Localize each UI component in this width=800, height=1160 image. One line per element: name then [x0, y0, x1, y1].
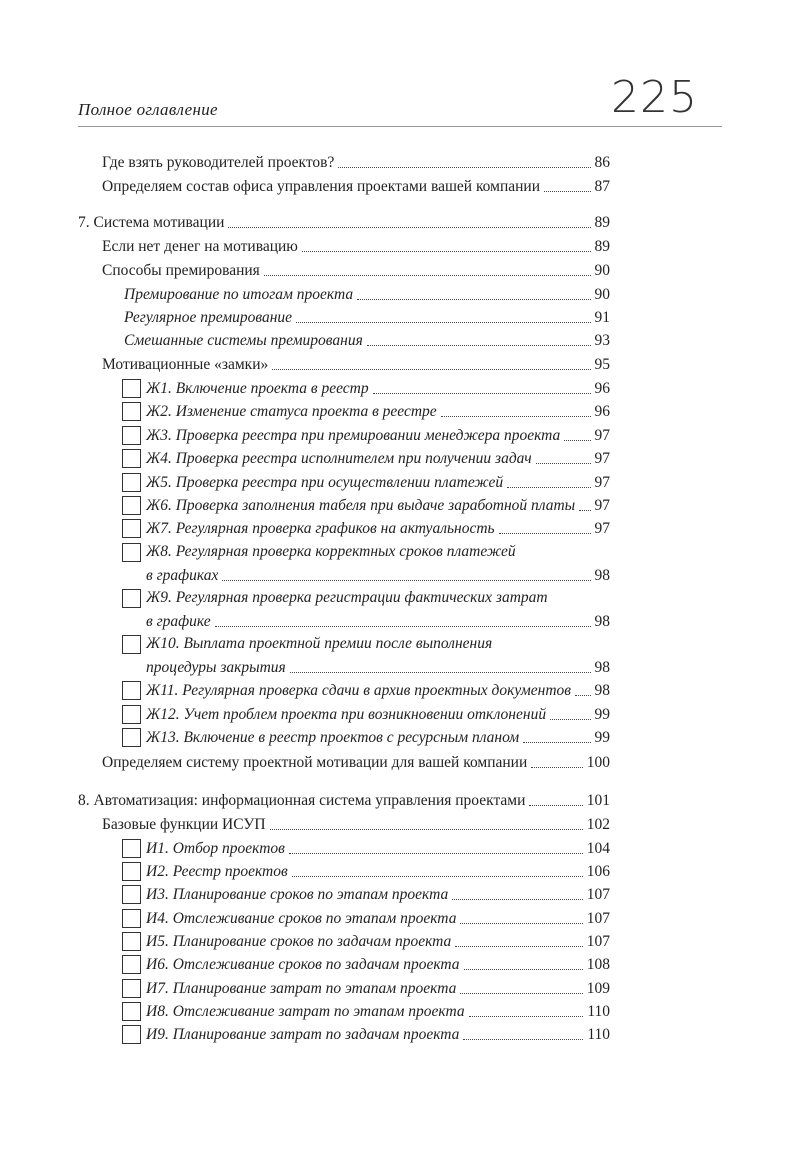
- toc-entry-text: Ж3. Проверка реестра при премировании менеджера проекта: [146, 427, 561, 444]
- toc-entry-text-continued: процедуры закрытия: [146, 659, 286, 676]
- dot-leader: [531, 767, 582, 768]
- dot-leader: [544, 191, 590, 192]
- toc-entry: [124, 328, 610, 351]
- toc-entry: [146, 493, 610, 516]
- dot-leader: [529, 805, 582, 806]
- toc-entry-text: Ж8. Регулярная проверка корректных сроков платежей: [146, 543, 516, 560]
- toc-entry: [146, 836, 610, 859]
- toc-entry: [78, 788, 610, 811]
- toc-entry: [146, 470, 610, 493]
- toc-entry-text-continued: в графике: [146, 613, 211, 630]
- dot-leader: [550, 719, 590, 720]
- dot-leader: [455, 946, 582, 947]
- checkbox-icon: [122, 379, 141, 398]
- checkbox-icon: [122, 681, 141, 700]
- toc-page-number: 91: [594, 309, 610, 326]
- toc-page-number: 98: [594, 613, 610, 630]
- checkbox-icon: [122, 473, 141, 492]
- toc-entry-text: Ж10. Выплата проектной премии после выполнения: [146, 635, 493, 652]
- toc-page-number: 93: [594, 332, 610, 349]
- checkbox-icon: [122, 705, 141, 724]
- toc-entry: [124, 282, 610, 305]
- dot-leader: [499, 533, 591, 534]
- toc-page-number: 110: [587, 1003, 610, 1020]
- dot-leader: [289, 853, 583, 854]
- toc-entry-text: И8. Отслеживание затрат по этапам проекта: [146, 1003, 465, 1020]
- toc-entry-text: Ж6. Проверка заполнения табеля при выдаче заработной платы: [146, 497, 576, 514]
- toc-entry: [146, 952, 610, 975]
- toc-entry-text: И7. Планирование затрат по этапам проекта: [146, 980, 457, 997]
- toc-page-number: 107: [586, 910, 610, 927]
- toc-entry: [102, 150, 610, 173]
- checkbox-icon: [122, 496, 141, 515]
- checkbox-icon: [122, 885, 141, 904]
- dot-leader: [215, 626, 591, 627]
- toc-page-number: 109: [586, 980, 610, 997]
- toc-entry: [146, 563, 610, 586]
- dot-leader: [228, 227, 590, 228]
- checkbox-icon: [122, 543, 141, 562]
- dot-leader: [264, 275, 591, 276]
- toc-page-number: 90: [594, 286, 610, 303]
- toc-entry-text: Ж4. Проверка реестра исполнителем при получении задач: [146, 450, 532, 467]
- toc-entry: [146, 725, 610, 748]
- toc-page-number: 106: [586, 863, 610, 880]
- toc-page-number: 97: [594, 497, 610, 514]
- toc-entry: [146, 976, 610, 999]
- dot-leader: [367, 345, 591, 346]
- dot-leader: [579, 510, 590, 511]
- toc-page-number: 98: [594, 659, 610, 676]
- toc-entry: [146, 516, 610, 539]
- toc-entry: [102, 258, 610, 281]
- toc-page-number: 97: [594, 520, 610, 537]
- dot-leader: [507, 487, 590, 488]
- toc-entry-text: Ж12. Учет проблем проекта при возникновении отклонений: [146, 706, 547, 723]
- toc-entry: [146, 906, 610, 929]
- checkbox-icon: [122, 426, 141, 445]
- checkbox-icon: [122, 1025, 141, 1044]
- toc-entry: [146, 655, 610, 678]
- dot-leader: [292, 876, 583, 877]
- toc-entry: [146, 609, 610, 632]
- toc-entry-text: Если нет денег на мотивацию: [102, 238, 298, 255]
- toc-page-number: 90: [594, 262, 610, 279]
- toc-entry: [102, 174, 610, 197]
- page-number: 225: [611, 72, 698, 123]
- toc-page-number: 86: [594, 154, 610, 171]
- toc-page-number: 97: [594, 427, 610, 444]
- toc-entry: [102, 812, 610, 835]
- toc-entry-text: Ж2. Изменение статуса проекта в реестре: [146, 403, 437, 420]
- toc-entry-text: Способы премирования: [102, 262, 260, 279]
- toc-page-number: 99: [594, 729, 610, 746]
- toc-entry: [78, 210, 610, 233]
- checkbox-icon: [122, 862, 141, 881]
- dot-leader: [270, 829, 583, 830]
- dot-leader: [536, 463, 591, 464]
- toc-entry-text: Ж1. Включение проекта в реестр: [146, 380, 369, 397]
- running-header-title: Полное оглавление: [78, 100, 218, 119]
- toc-page-number: 97: [594, 474, 610, 491]
- toc-entry-text-continued: в графиках: [146, 567, 219, 584]
- toc-page-number: 101: [586, 792, 610, 809]
- toc-page-number: 95: [594, 356, 610, 373]
- dot-leader: [452, 899, 583, 900]
- toc-entry-text: Определяем состав офиса управления проектами вашей компании: [102, 178, 541, 195]
- dot-leader: [575, 695, 590, 696]
- toc-entry-text: Ж11. Регулярная проверка сдачи в архив проектных документов: [146, 682, 572, 699]
- toc-page-number: 100: [586, 754, 610, 771]
- toc-entry: [102, 234, 610, 257]
- dot-leader: [272, 369, 590, 370]
- toc-page-number: 89: [594, 238, 610, 255]
- toc-entry: [146, 446, 610, 469]
- toc-page-number: 96: [594, 403, 610, 420]
- toc-entry: [146, 999, 610, 1022]
- checkbox-icon: [122, 932, 141, 951]
- toc-entry-text: Премирование по итогам проекта: [124, 286, 354, 303]
- toc-entry-text: 8. Автоматизация: информационная система управления проектами: [78, 792, 526, 809]
- toc-entry-text: Ж13. Включение в реестр проектов с ресурсным планом: [146, 729, 520, 746]
- toc-entry-text: Ж5. Проверка реестра при осуществлении платежей: [146, 474, 504, 491]
- dot-leader: [338, 167, 590, 168]
- dot-leader: [460, 993, 582, 994]
- toc-entry: [146, 423, 610, 446]
- dot-leader: [296, 322, 590, 323]
- toc-entry: [146, 399, 610, 422]
- toc-page-number: 110: [587, 1026, 610, 1043]
- dot-leader: [564, 440, 590, 441]
- checkbox-icon: [122, 909, 141, 928]
- toc-page-number: 87: [594, 178, 610, 195]
- toc-page-number: 99: [594, 706, 610, 723]
- toc-page-number: 102: [586, 816, 610, 833]
- dot-leader: [464, 969, 583, 970]
- toc-entry: [146, 859, 610, 882]
- toc-entry-text: И3. Планирование сроков по этапам проекта: [146, 886, 449, 903]
- dot-leader: [373, 393, 591, 394]
- toc-entry: [102, 750, 610, 773]
- toc-page-number: 96: [594, 380, 610, 397]
- toc-page-number: 97: [594, 450, 610, 467]
- dot-leader: [469, 1016, 584, 1017]
- toc-entry-text: Базовые функции ИСУП: [102, 816, 266, 833]
- toc-entry-text: И5. Планирование сроков по задачам проекта: [146, 933, 452, 950]
- checkbox-icon: [122, 402, 141, 421]
- checkbox-icon: [122, 728, 141, 747]
- toc-page-number: 107: [586, 886, 610, 903]
- toc-entry: [146, 1022, 610, 1045]
- toc-entry-text: Ж7. Регулярная проверка графиков на актуальность: [146, 520, 495, 537]
- checkbox-icon: [122, 635, 141, 654]
- dot-leader: [460, 923, 582, 924]
- toc-entry-text: И6. Отслеживание сроков по задачам проекта: [146, 956, 460, 973]
- dot-leader: [463, 1039, 583, 1040]
- toc-entry-text: И9. Планирование затрат по задачам проекта: [146, 1026, 460, 1043]
- header-divider: [78, 126, 722, 127]
- toc-entry-text: И2. Реестр проектов: [146, 863, 288, 880]
- toc-entry-text: Где взять руководителей проектов?: [102, 154, 335, 171]
- dot-leader: [523, 742, 590, 743]
- toc-page-number: 98: [594, 682, 610, 699]
- checkbox-icon: [122, 519, 141, 538]
- dot-leader: [290, 672, 591, 673]
- toc-entry: [146, 376, 610, 399]
- toc-entry-text: И4. Отслеживание сроков по этапам проекта: [146, 910, 457, 927]
- toc-entry: [124, 305, 610, 328]
- toc-page-number: 89: [594, 214, 610, 231]
- dot-leader: [441, 416, 591, 417]
- checkbox-icon: [122, 589, 141, 608]
- toc-entry: [146, 882, 610, 905]
- checkbox-icon: [122, 839, 141, 858]
- toc-entry: [146, 929, 610, 952]
- toc-entry-text: И1. Отбор проектов: [146, 840, 285, 857]
- dot-leader: [302, 251, 591, 252]
- checkbox-icon: [122, 449, 141, 468]
- toc-entry-text: 7. Система мотивации: [78, 214, 225, 231]
- toc-entry-text: Смешанные системы премирования: [124, 332, 363, 349]
- checkbox-icon: [122, 1002, 141, 1021]
- toc-page-number: 108: [586, 956, 610, 973]
- toc-entry-text: Регулярное премирование: [124, 309, 293, 326]
- toc-entry: [146, 702, 610, 725]
- toc-page-number: 104: [586, 840, 610, 857]
- toc-entry: [146, 678, 610, 701]
- toc-entry-text: Определяем систему проектной мотивации для вашей компании: [102, 754, 528, 771]
- dot-leader: [357, 299, 590, 300]
- toc-entry-text: Мотивационные «замки»: [102, 356, 269, 373]
- toc-entry-text: Ж9. Регулярная проверка регистрации фактических затрат: [146, 589, 548, 606]
- toc-entry: [102, 352, 610, 375]
- toc-page-number: 107: [586, 933, 610, 950]
- toc-page-number: 98: [594, 567, 610, 584]
- checkbox-icon: [122, 979, 141, 998]
- dot-leader: [222, 580, 590, 581]
- checkbox-icon: [122, 955, 141, 974]
